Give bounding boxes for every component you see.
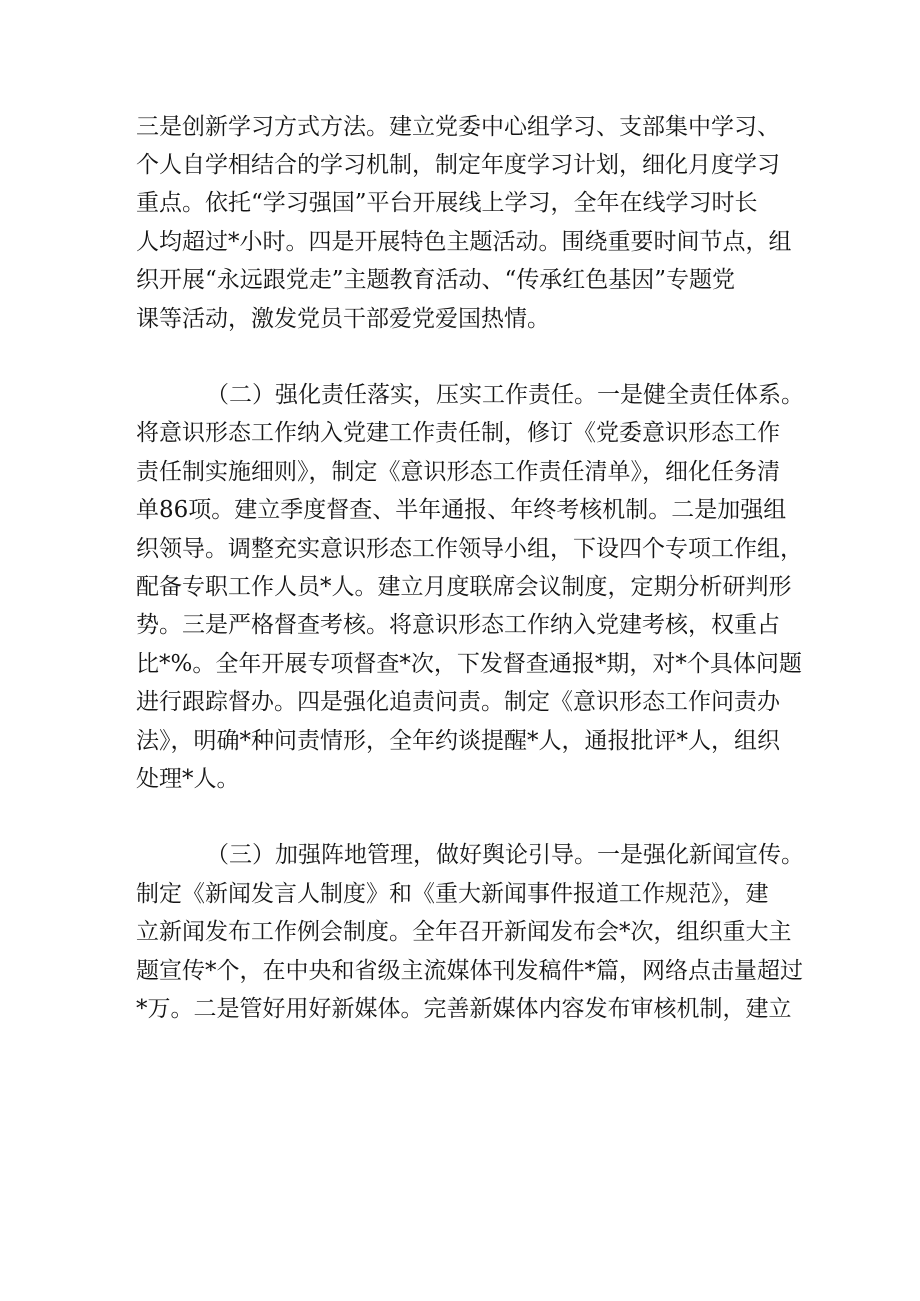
text-line: 织领导。调整充实意识形态工作领导小组，下设四个专项工作组，	[136, 536, 803, 562]
text-line: 立新闻发布工作例会制度。全年召开新闻发布会*次，组织重大主	[136, 919, 792, 945]
text-line: 法》，明确*种问责情形，全年约谈提醒*人，通报批评*人，组织	[136, 728, 780, 754]
text-line: 织开展“永远跟党走”主题教育活动、“传承红色基因”专题党	[136, 267, 736, 293]
text-line: 进行跟踪督办。四是强化追责问责。制定《意识形态工作问责办	[136, 689, 780, 715]
text-line: 单86项。建立季度督查、半年通报、年终考核机制。二是加强组	[136, 497, 787, 523]
text-line: 制定《新闻发言人制度》和《重大新闻事件报道工作规范》，建	[136, 881, 769, 907]
text-line: 势。三是严格督查考核。将意识形态工作纳入党建考核，权重占	[136, 612, 780, 638]
section-heading-2: （二）强化责任落实，压实工作责任。一是健全责任体系。	[206, 382, 804, 408]
text-line: 配备专职工作人员*人。建立月度联席会议制度，定期分析研判形	[136, 574, 792, 600]
text-line: 人均超过*小时。四是开展特色主题活动。围绕重要时间节点，组	[136, 229, 792, 255]
text-line: 比*%。全年开展专项督查*次，下发督查通报*期，对*个具体问题	[136, 651, 802, 677]
section-heading-3: （三）加强阵地管理，做好舆论引导。一是强化新闻宣传。	[206, 842, 804, 868]
text-line: 个人自学相结合的学习机制，制定年度学习计划，细化月度学习	[136, 152, 780, 178]
text-line: 三是创新学习方式方法。建立党委中心组学习、支部集中学习、	[136, 114, 780, 140]
text-line: 课等活动，激发党员干部爱党爱国热情。	[136, 306, 550, 332]
text-line: *万。二是管好用好新媒体。完善新媒体内容发布审核机制，建立	[136, 996, 792, 1022]
text-line: 处理*人。	[136, 766, 240, 792]
text-line: 将意识形态工作纳入党建工作责任制，修订《党委意识形态工作	[136, 420, 780, 446]
text-line: 题宣传*个，在中央和省级主流媒体刊发稿件*篇，网络点击量超过	[136, 958, 803, 984]
text-line: 重点。依托“学习强国”平台开展线上学习，全年在线学习时长	[136, 190, 758, 216]
text-line: 责任制实施细则》，制定《意识形态工作责任清单》，细化任务清	[136, 459, 780, 485]
